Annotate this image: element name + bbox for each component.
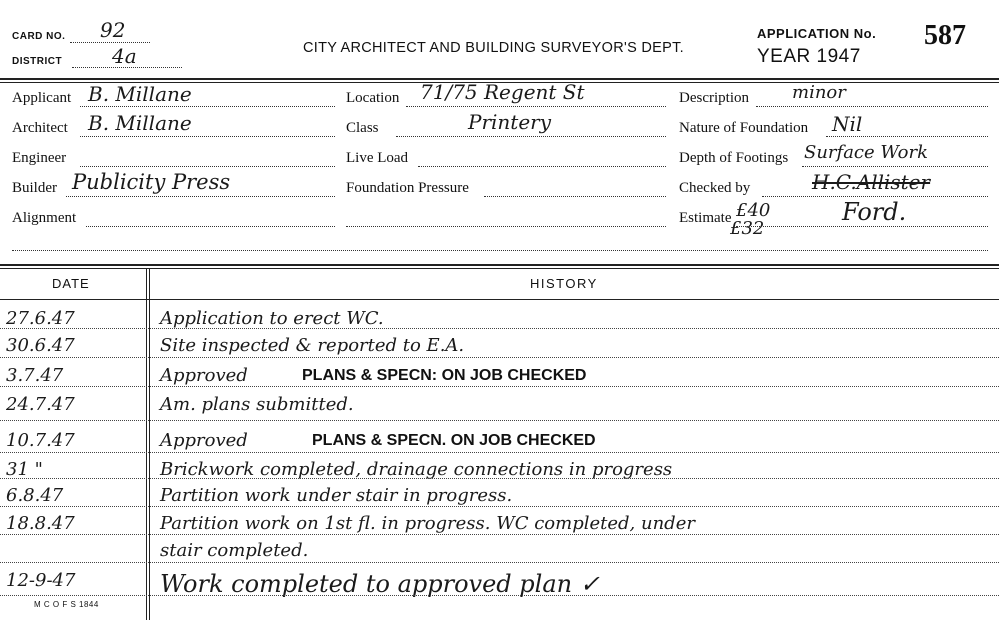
- architect-label: Architect: [12, 120, 68, 136]
- dept-title: CITY ARCHITECT AND BUILDING SURVEYOR'S DEPT.: [303, 40, 684, 56]
- application-no-label: APPLICATION No.: [757, 26, 877, 41]
- engineer-label: Engineer: [12, 150, 67, 166]
- row-history-text: Work completed to approved plan ✓: [160, 570, 600, 598]
- live-load-label: Live Load: [346, 150, 409, 166]
- alignment-label: Alignment: [12, 210, 77, 226]
- class-value: Printery: [468, 110, 552, 134]
- nature-of-foundation-value: Nil: [832, 112, 863, 136]
- row-date: 12-9-47: [6, 570, 76, 591]
- estimate-value: £40: [736, 200, 771, 221]
- row-date: 3.7.47: [6, 365, 64, 386]
- row-stamp: PLANS & SPECN: ON JOB CHECKED: [302, 367, 587, 384]
- district-label: DISTRICT: [12, 56, 63, 67]
- location-value: 71/75 Regent St: [420, 80, 585, 104]
- foundation-pressure-label: Foundation Pressure: [346, 180, 469, 196]
- row-date: 18.8.47: [6, 513, 75, 534]
- row-rule: [0, 506, 999, 507]
- card-no-label: CARD NO.: [12, 31, 66, 42]
- row-date: 31 ": [6, 459, 43, 480]
- row-history-text: Partition work under stair in progress.: [160, 485, 513, 506]
- row-stamp: PLANS & SPECN. ON JOB CHECKED: [312, 432, 596, 449]
- row-history-text: Approved: [160, 430, 248, 451]
- checked-by-value: H.C.Allister: [812, 170, 931, 194]
- estimate-label: Estimate: [679, 210, 732, 226]
- row-rule: [0, 357, 999, 358]
- row-date: 24.7.47: [6, 394, 75, 415]
- depth-of-footings-value: Surface Work: [804, 142, 929, 163]
- location-label: Location: [346, 90, 400, 106]
- district-value: 4a: [112, 44, 137, 68]
- depth-of-footings-label: Depth of Footings: [679, 150, 789, 166]
- applicant-label: Applicant: [12, 90, 72, 106]
- description-label: Description: [679, 90, 749, 106]
- description-value: minor: [792, 82, 846, 103]
- checked-by-label: Checked by: [679, 180, 751, 196]
- year-label: YEAR 1947: [757, 46, 861, 67]
- row-date: 27.6.47: [6, 308, 75, 329]
- history-column-header: HISTORY: [530, 276, 598, 291]
- builder-label: Builder: [12, 180, 57, 196]
- row-history-text: Approved: [160, 365, 248, 386]
- architect-value: B. Millane: [88, 111, 192, 135]
- nature-of-foundation-label: Nature of Foundation: [679, 120, 809, 136]
- row-history-text: Application to erect WC.: [160, 308, 384, 329]
- row-date: 30.6.47: [6, 335, 75, 356]
- row-rule: [0, 534, 999, 535]
- row-history-text: Brickwork completed, drainage connections in progress: [160, 459, 673, 480]
- estimate-signature: Ford.: [842, 198, 907, 226]
- row-history-text: Am. plans submitted.: [160, 394, 354, 415]
- card-no-value: 92: [100, 18, 126, 42]
- row-rule: [0, 478, 999, 479]
- row-rule: [0, 328, 999, 329]
- estimate-value-2: £32: [730, 218, 765, 239]
- row-history-text: Site inspected & reported to E.A.: [160, 335, 465, 356]
- class-label: Class: [346, 120, 379, 136]
- application-no-value: 587: [924, 20, 966, 51]
- applicant-value: B. Millane: [88, 82, 192, 106]
- row-rule: [0, 386, 999, 387]
- builder-value: Publicity Press: [72, 170, 231, 194]
- row-history-text: Partition work on 1st fl. in progress. WC completed, under: [160, 513, 695, 534]
- row-rule: [0, 452, 999, 453]
- row-rule: [0, 420, 999, 421]
- date-column-header: DATE: [52, 276, 90, 291]
- row-date: 6.8.47: [6, 485, 64, 506]
- form-code: M C O F S 1844: [34, 600, 99, 609]
- row-rule: [0, 595, 999, 596]
- row-history-text: stair completed.: [160, 540, 309, 561]
- row-date: 10.7.47: [6, 430, 75, 451]
- row-rule: [0, 562, 999, 563]
